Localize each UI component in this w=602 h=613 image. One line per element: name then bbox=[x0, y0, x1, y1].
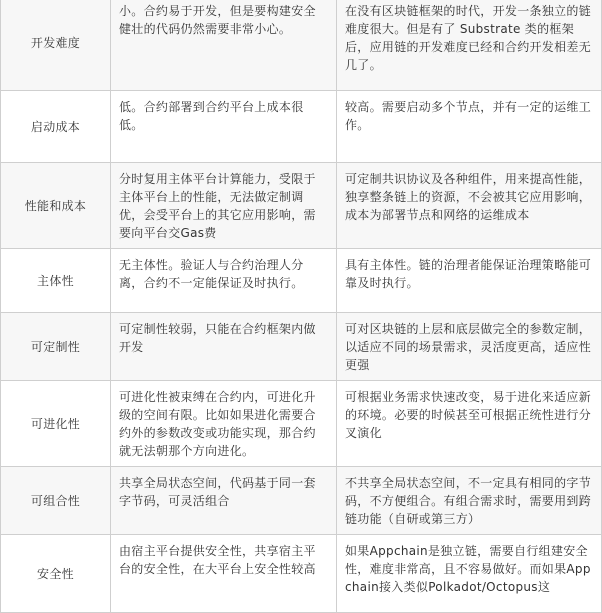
table-row-security bbox=[1, 535, 602, 613]
table-row-startup-cost bbox=[1, 91, 602, 163]
table-row-performance-cost bbox=[1, 163, 602, 249]
contract-cell: 共享全局状态空间，代码基于同一套字节码，可灵活组合 bbox=[111, 467, 337, 535]
table-row-evolvability bbox=[1, 381, 602, 467]
row-label: 安全性 bbox=[1, 535, 111, 613]
row-label: 可定制性 bbox=[1, 313, 111, 381]
appchain-cell: 可对区块链的上层和底层做完全的参数定制，以适应不同的场景需求，灵活度更高，适应性更强 bbox=[337, 313, 602, 381]
row-label: 可组合性 bbox=[1, 467, 111, 535]
contract-cell: 可定制性较弱，只能在合约框架内做开发 bbox=[111, 313, 337, 381]
row-label: 开发难度 bbox=[1, 0, 111, 91]
contract-cell: 小。合约易于开发，但是要构建安全健壮的代码仍然需要非常小心。 bbox=[111, 0, 337, 91]
appchain-cell: 不共享全局状态空间，不一定具有相同的字节码，不方便组合。有组合需求时，需要用到跨链功能（自研或第三方） bbox=[337, 467, 602, 535]
row-label: 启动成本 bbox=[1, 91, 111, 163]
row-label: 主体性 bbox=[1, 249, 111, 313]
table-row-customizability bbox=[1, 313, 602, 381]
row-label: 性能和成本 bbox=[1, 163, 111, 249]
contract-cell: 分时复用主体平台计算能力，受限于主体平台上的性能，无法做定制调优，会受平台上的其它应用影响，需要向平台交Gas费 bbox=[111, 163, 337, 249]
table-row-composability bbox=[1, 467, 602, 535]
appchain-cell: 可根据业务需求快速改变，易于进化来适应新的环境。必要的时候甚至可根据正统性进行分叉演化 bbox=[337, 381, 602, 467]
table-row-dev-difficulty bbox=[1, 0, 602, 91]
contract-cell: 由宿主平台提供安全性，共享宿主平台的安全性，在大平台上安全性较高 bbox=[111, 535, 337, 613]
appchain-cell: 具有主体性。链的治理者能保证治理策略能可靠及时执行。 bbox=[337, 249, 602, 313]
contract-cell: 低。合约部署到合约平台上成本很低。 bbox=[111, 91, 337, 163]
table-row-sovereignty bbox=[1, 249, 602, 313]
row-label: 可进化性 bbox=[1, 381, 111, 467]
appchain-cell: 可定制共识协议及各种组件，用来提高性能，独享整条链上的资源，不会被其它应用影响，成本为部署节点和网络的运维成本 bbox=[337, 163, 602, 249]
contract-cell: 无主体性。验证人与合约治理人分离，合约不一定能保证及时执行。 bbox=[111, 249, 337, 313]
appchain-cell: 如果Appchain是独立链，需要自行组建安全性，难度非常高，且不容易做好。而如果Appchain接入类似Polkadot/Octopus这 bbox=[337, 535, 602, 613]
appchain-cell: 在没有区块链框架的时代，开发一条独立的链难度很大。但是有了 Substrate 类的框架后，应用链的开发难度已经和合约开发相差无几了。 bbox=[337, 0, 602, 91]
contract-cell: 可进化性被束缚在合约内，可进化升级的空间有限。比如如果进化需要合约外的参数改变或功能实现，那合约就无法朝那个方向进化。 bbox=[111, 381, 337, 467]
appchain-cell: 较高。需要启动多个节点，并有一定的运维工作。 bbox=[337, 91, 602, 163]
